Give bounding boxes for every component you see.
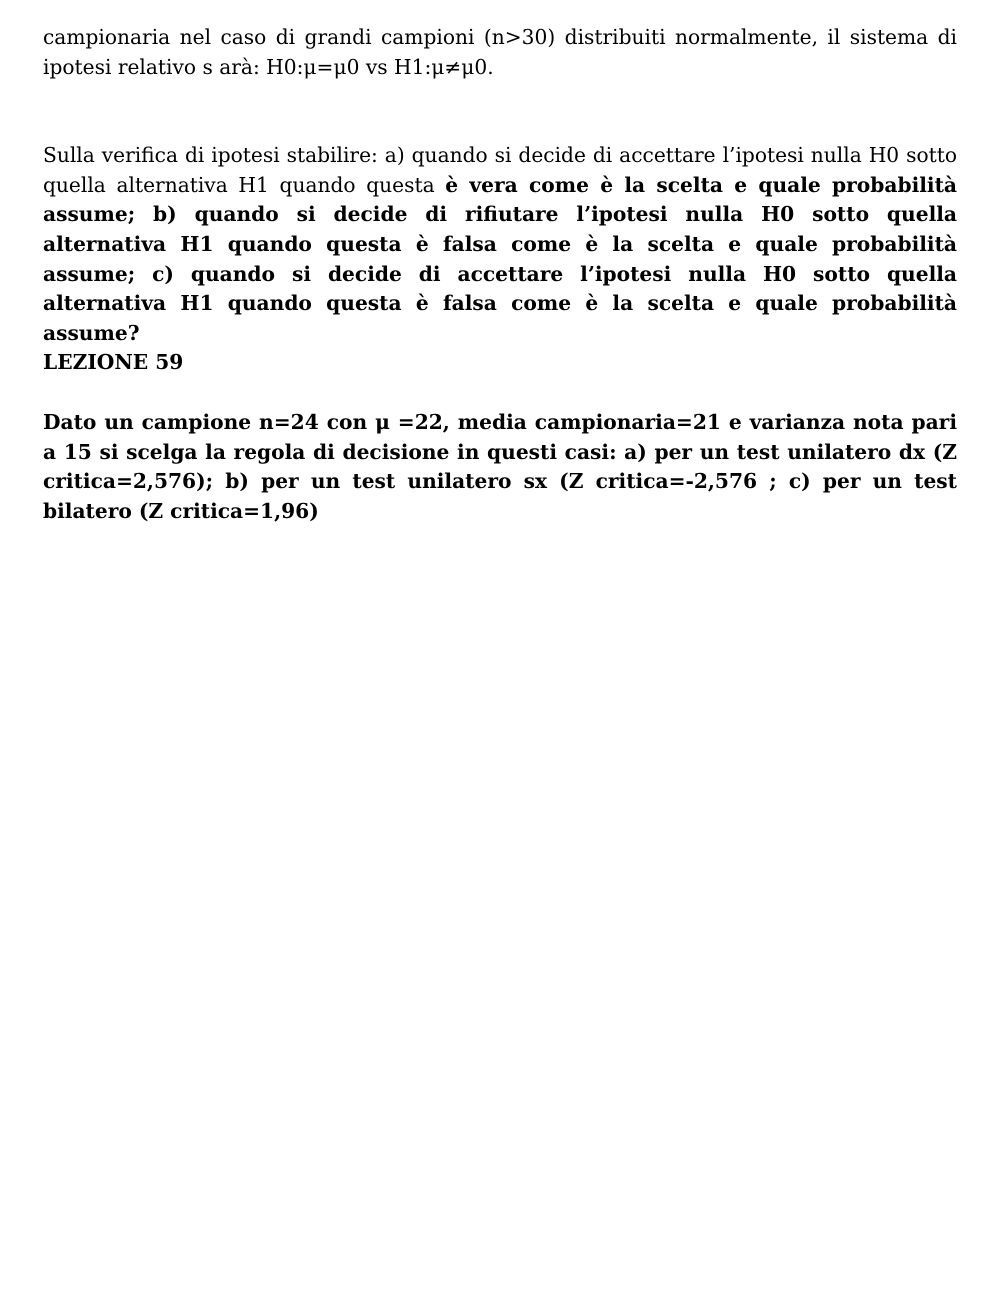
lesson-heading: LEZIONE 59 <box>43 350 184 375</box>
question-bold-text: è vera come è la scelta e quale probabilità assume; b) quando si decide di rifiutare l’ipotesi nulla H0 sotto quella alternativa H1 quando questa è falsa come è la scelta e quale probabilità assume; c) quando si decide di accettare l’ipotesi nulla H0 sotto quella alternativa H1 quando questa è falsa come è la scelta e quale probabilità assume? <box>43 172 957 345</box>
intro-paragraph: campionaria nel caso di grandi campioni (n>30) distribuiti normalmente, il sistema di ipotesi relativo s arà: H0:μ=μ0 vs H1:μ≠μ0. <box>43 25 957 79</box>
hypothesis-question-paragraph <box>43 141 957 348</box>
question-plain-text: Sulla verifica di ipotesi stabilire: a) quando si decide di accettare l’ipotesi nulla H0 sotto quella alternativa H1 quando questa <box>43 143 957 197</box>
exercise-paragraph: Dato un campione n=24 con μ =22, media campionaria=21 e varianza nota pari a 15 si scelga la regola di decisione in questi casi: a) per un test unilatero dx (Z critica=2,576); b) per un test unilatero sx (Z critica=-2,576 ; c) per un test bilatero (Z critica=1,96) <box>43 409 957 523</box>
document-page <box>43 23 957 526</box>
